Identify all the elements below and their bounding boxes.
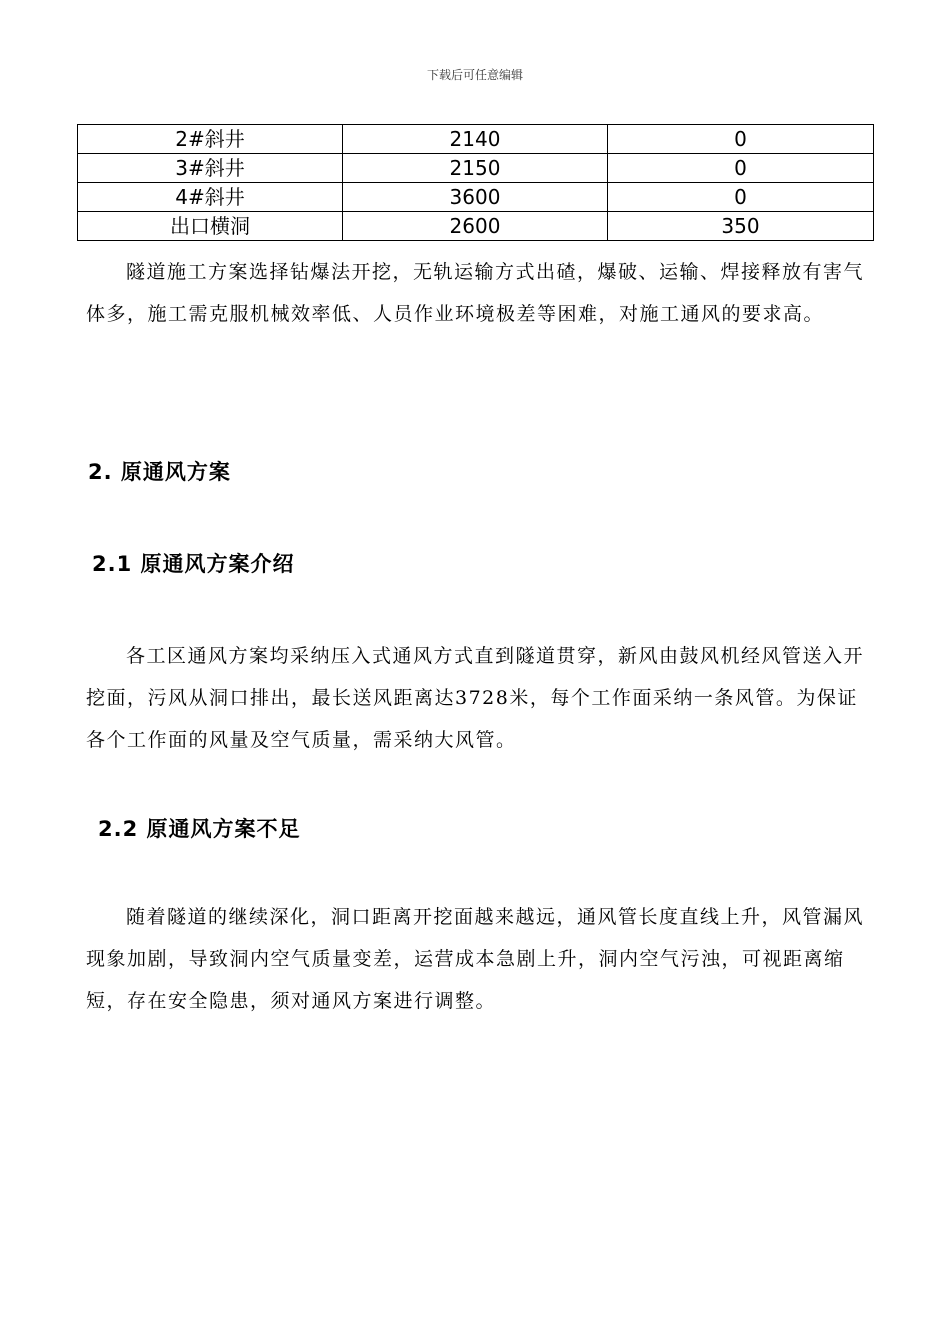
table-cell-value: 350 [608, 212, 874, 241]
table-row [78, 154, 874, 183]
table-cell-shaft-name: 出口横洞 [78, 212, 343, 241]
table-cell-value: 0 [608, 125, 874, 154]
table-row [78, 125, 874, 154]
table-cell-shaft-name: 3#斜井 [78, 154, 343, 183]
intro-paragraph-text: 隧道施工方案选择钻爆法开挖，无轨运输方式出碴，爆破、运输、焊接释放有害气体多，施工需克服机械效率低、人员作业环境极差等困难，对施工通风的要求高。 [86, 261, 865, 325]
section-2-2-paragraph [86, 896, 876, 1022]
table-cell-length: 2600 [343, 212, 608, 241]
table-cell-value: 0 [608, 183, 874, 212]
table-cell-length: 3600 [343, 183, 608, 212]
table-cell-length: 2140 [343, 125, 608, 154]
section-2-2-heading: 2.2 原通风方案不足 [98, 817, 301, 841]
section-2-2-paragraph-text: 随着隧道的继续深化，洞口距离开挖面越来越远，通风管长度直线上升，风管漏风现象加剧，导致洞内空气质量变差，运营成本急剧上升，洞内空气污浊，可视距离缩短，存在安全隐患，须对通风方案进行调整。 [86, 906, 865, 1012]
section-2-1-heading: 2.1 原通风方案介绍 [92, 552, 295, 576]
intro-paragraph [86, 251, 876, 335]
table-cell-value: 0 [608, 154, 874, 183]
section-2-1-paragraph [86, 635, 876, 761]
table-cell-shaft-name: 2#斜井 [78, 125, 343, 154]
shaft-data-table [77, 124, 874, 241]
table-cell-shaft-name: 4#斜井 [78, 183, 343, 212]
table-cell-length: 2150 [343, 154, 608, 183]
section-2-1-paragraph-text: 各工区通风方案均采纳压入式通风方式直到隧道贯穿，新风由鼓风机经风管送入开挖面，污风从洞口排出，最长送风距离达3728米，每个工作面采纳一条风管。为保证各个工作面的风量及空气质量，需采纳大风管。 [86, 645, 865, 751]
table-row [78, 212, 874, 241]
page-header-note: 下载后可任意编辑 [426, 68, 523, 82]
table-row [78, 183, 874, 212]
section-2-heading: 2. 原通风方案 [88, 460, 231, 484]
